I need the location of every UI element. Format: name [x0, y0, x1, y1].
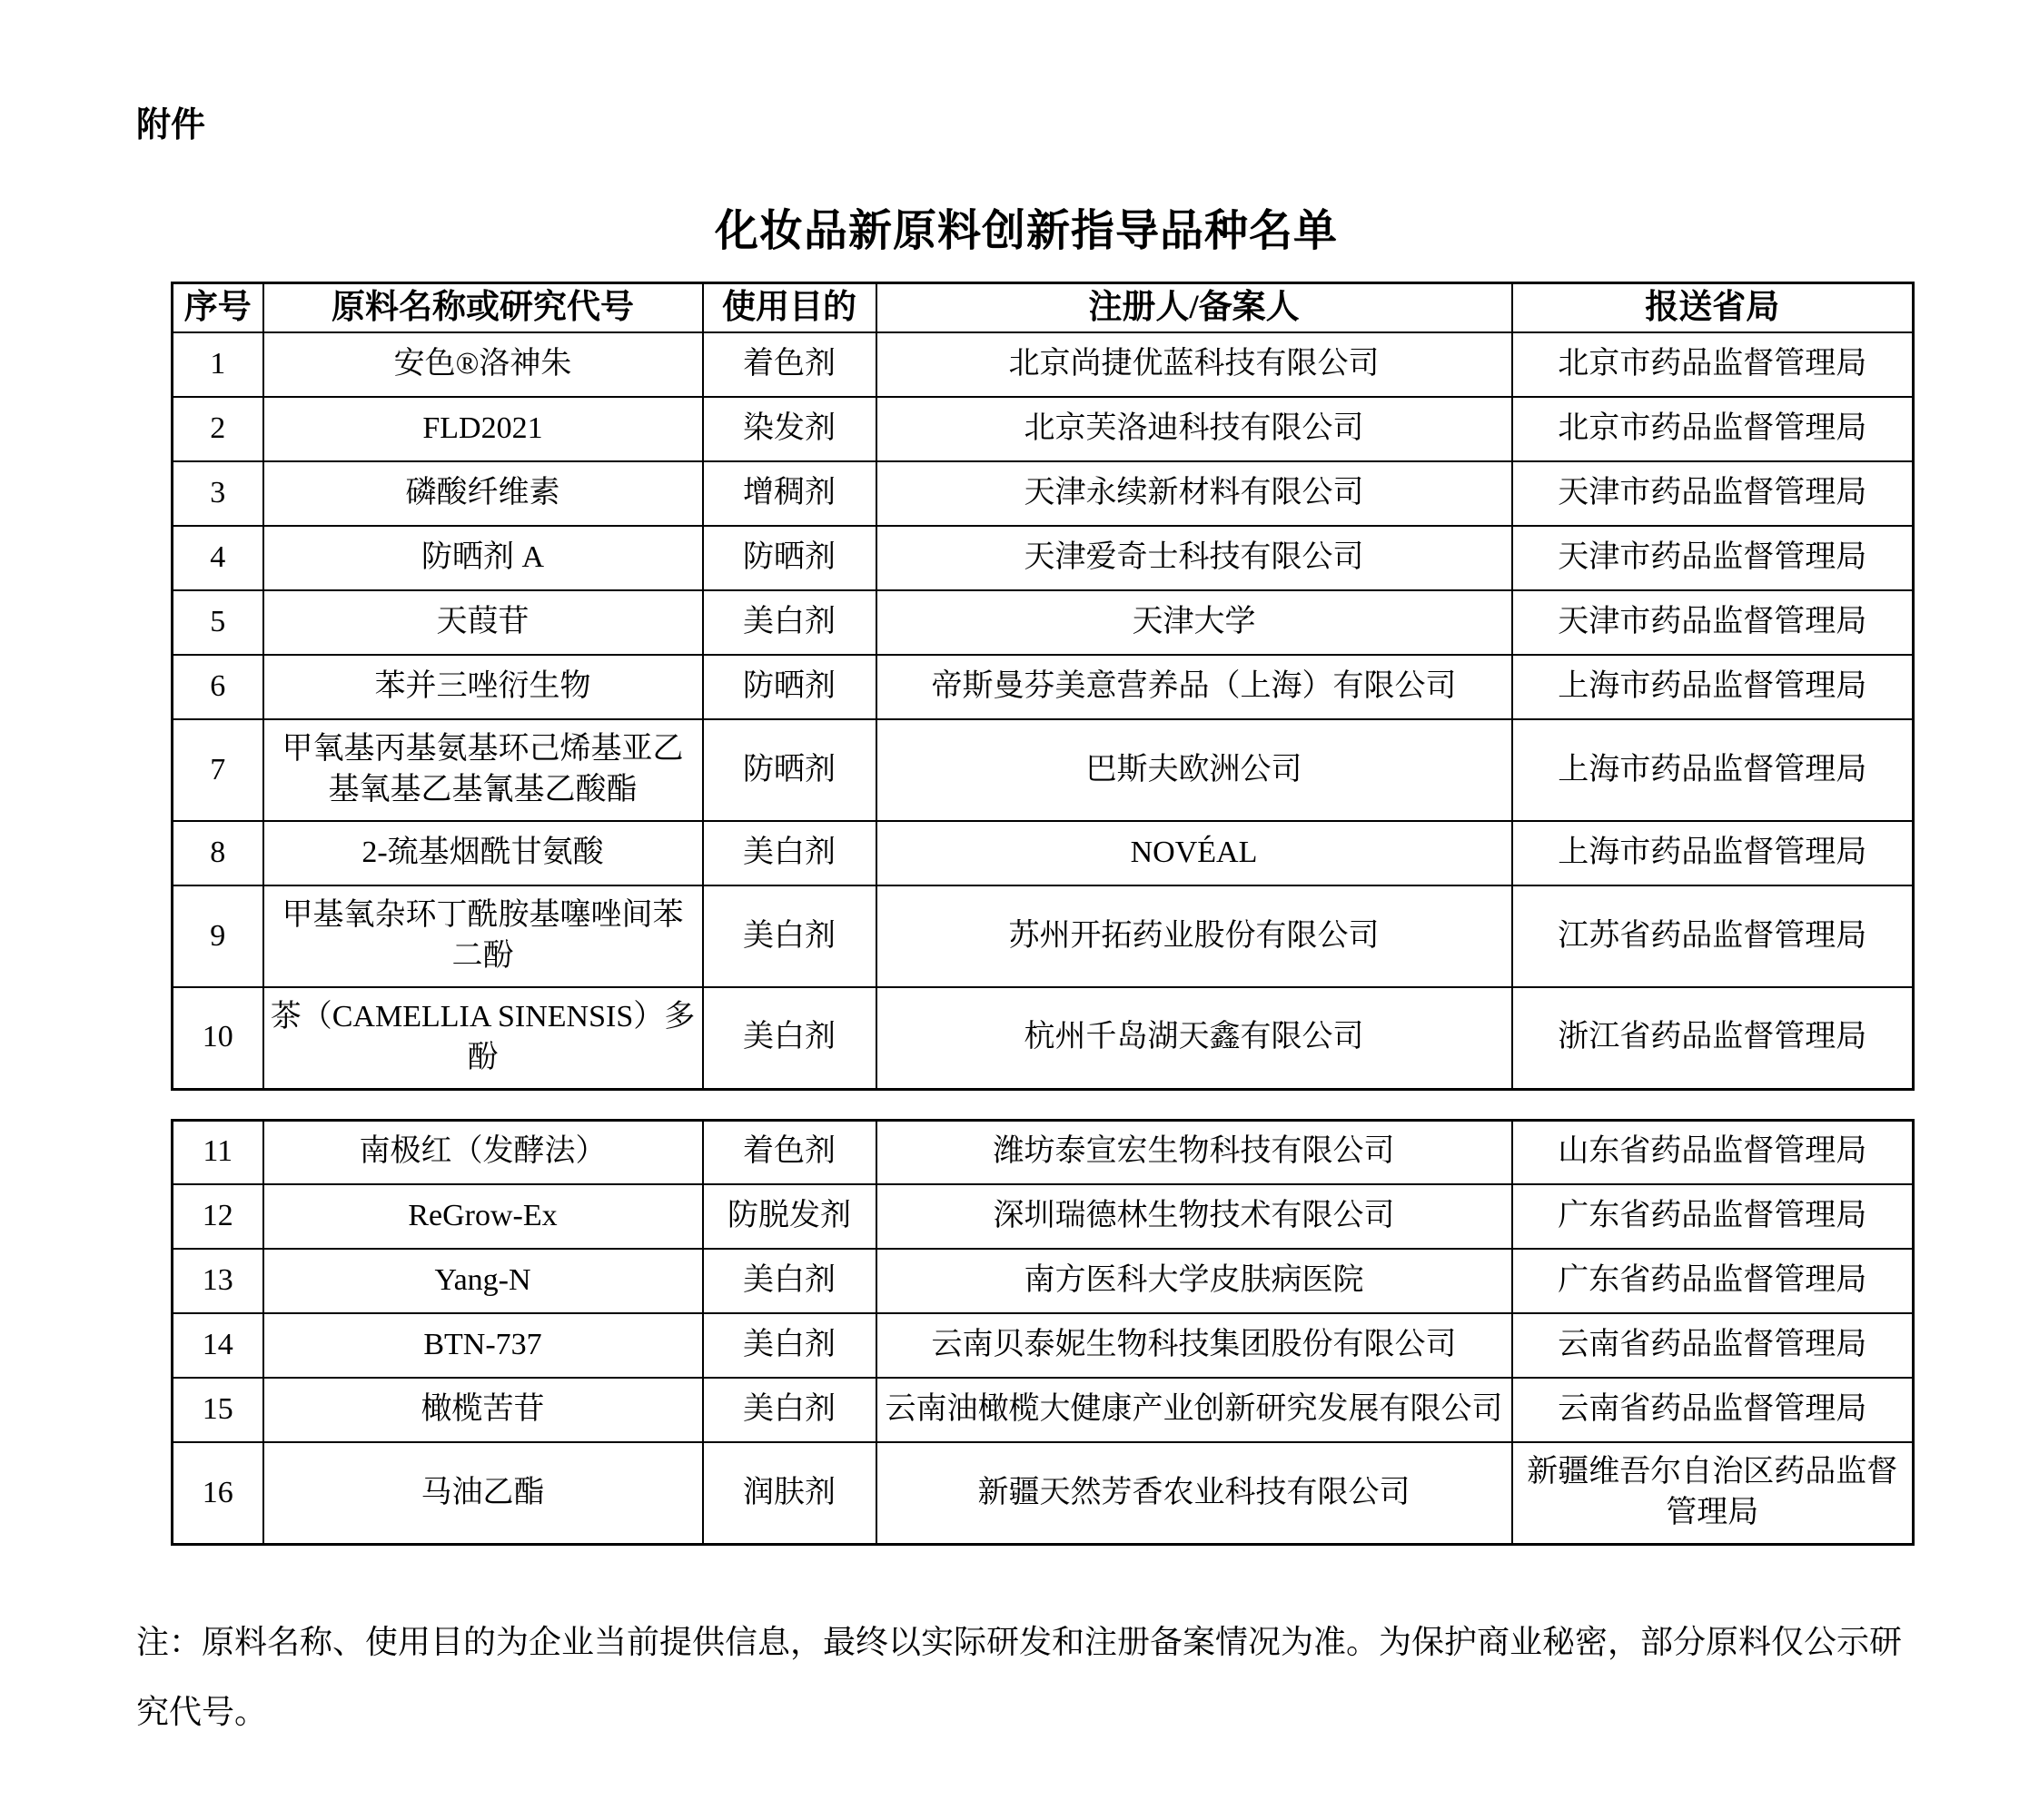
registrant-cell: 巴斯夫欧洲公司 [876, 719, 1512, 821]
header-no: 序号 [173, 282, 263, 332]
registrant-cell: 天津爱奇士科技有限公司 [876, 526, 1512, 590]
row-number-cell: 5 [173, 590, 263, 655]
attachment-label: 附件 [136, 106, 206, 144]
row-number-cell: 12 [173, 1184, 263, 1249]
table-row [173, 1313, 1914, 1378]
purpose-cell: 着色剂 [703, 1120, 876, 1184]
row-number-cell: 8 [173, 821, 263, 885]
table-row [173, 332, 1914, 397]
bureau-cell: 北京市药品监督管理局 [1512, 397, 1914, 461]
table-row [173, 397, 1914, 461]
registrant-cell: 天津大学 [876, 590, 1512, 655]
registrant-cell: NOVÉAL [876, 821, 1512, 885]
registrant-cell: 潍坊泰宣宏生物科技有限公司 [876, 1120, 1512, 1184]
registrant-cell: 云南贝泰妮生物科技集团股份有限公司 [876, 1313, 1512, 1378]
table-row [173, 461, 1914, 526]
ingredient-table-part1 [171, 282, 1915, 1091]
purpose-cell: 防晒剂 [703, 655, 876, 719]
ingredient-name-cell: 苯并三唑衍生物 [263, 655, 703, 719]
purpose-cell: 美白剂 [703, 1313, 876, 1378]
table-row [173, 987, 1914, 1089]
row-number-cell: 15 [173, 1378, 263, 1442]
ingredient-name-cell: FLD2021 [263, 397, 703, 461]
header-bureau: 报送省局 [1512, 282, 1914, 332]
ingredient-name-cell: 2-巯基烟酰甘氨酸 [263, 821, 703, 885]
bureau-cell: 新疆维吾尔自治区药品监督管理局 [1512, 1442, 1914, 1544]
bureau-cell: 天津市药品监督管理局 [1512, 461, 1914, 526]
registrant-cell: 北京芙洛迪科技有限公司 [876, 397, 1512, 461]
bureau-cell: 上海市药品监督管理局 [1512, 719, 1914, 821]
row-number-cell: 6 [173, 655, 263, 719]
bureau-cell: 广东省药品监督管理局 [1512, 1249, 1914, 1313]
table-row [173, 655, 1914, 719]
purpose-cell: 美白剂 [703, 1249, 876, 1313]
ingredient-name-cell: Yang-N [263, 1249, 703, 1313]
ingredient-name-cell: 磷酸纤维素 [263, 461, 703, 526]
purpose-cell: 防晒剂 [703, 526, 876, 590]
table-row [173, 1120, 1914, 1184]
row-number-cell: 9 [173, 885, 263, 987]
registrant-cell: 苏州开拓药业股份有限公司 [876, 885, 1512, 987]
registrant-cell: 天津永续新材料有限公司 [876, 461, 1512, 526]
bureau-cell: 上海市药品监督管理局 [1512, 821, 1914, 885]
ingredient-name-cell: 南极红（发酵法） [263, 1120, 703, 1184]
purpose-cell: 增稠剂 [703, 461, 876, 526]
table-row [173, 1184, 1914, 1249]
purpose-cell: 防脱发剂 [703, 1184, 876, 1249]
registrant-cell: 杭州千岛湖天鑫有限公司 [876, 987, 1512, 1089]
ingredient-table-part2 [171, 1119, 1915, 1546]
bureau-cell: 江苏省药品监督管理局 [1512, 885, 1914, 987]
row-number-cell: 3 [173, 461, 263, 526]
registrant-cell: 新疆天然芳香农业科技有限公司 [876, 1442, 1512, 1544]
ingredient-name-cell: 甲基氧杂环丁酰胺基噻唑间苯二酚 [263, 885, 703, 987]
row-number-cell: 4 [173, 526, 263, 590]
table-header-row [173, 282, 1914, 332]
table-header-row [173, 282, 1914, 332]
registrant-cell: 北京尚捷优蓝科技有限公司 [876, 332, 1512, 397]
bureau-cell: 云南省药品监督管理局 [1512, 1313, 1914, 1378]
bureau-cell: 北京市药品监督管理局 [1512, 332, 1914, 397]
row-number-cell: 10 [173, 987, 263, 1089]
header-registrant: 注册人/备案人 [876, 282, 1512, 332]
purpose-cell: 润肤剂 [703, 1442, 876, 1544]
purpose-cell: 美白剂 [703, 885, 876, 987]
ingredient-name-cell: ReGrow-Ex [263, 1184, 703, 1249]
ingredient-name-cell: 安色®洛神朱 [263, 332, 703, 397]
header-name: 原料名称或研究代号 [263, 282, 703, 332]
ingredient-name-cell: 甲氧基丙基氨基环己烯基亚乙基氧基乙基氰基乙酸酯 [263, 719, 703, 821]
table-row [173, 590, 1914, 655]
ingredient-name-cell: 防晒剂 A [263, 526, 703, 590]
table-row [173, 1249, 1914, 1313]
bureau-cell: 云南省药品监督管理局 [1512, 1378, 1914, 1442]
table-row [173, 821, 1914, 885]
page-title: 化妆品新原料创新指导品种名单 [714, 206, 1338, 255]
registrant-cell: 帝斯曼芬美意营养品（上海）有限公司 [876, 655, 1512, 719]
purpose-cell: 美白剂 [703, 821, 876, 885]
bureau-cell: 广东省药品监督管理局 [1512, 1184, 1914, 1249]
purpose-cell: 美白剂 [703, 590, 876, 655]
purpose-cell: 美白剂 [703, 1378, 876, 1442]
purpose-cell: 防晒剂 [703, 719, 876, 821]
footnote: 注：原料名称、使用目的为企业当前提供信息，最终以实际研发和注册备案情况为准。为保护商业秘密，部分原料仅公示研究代号。 [136, 1623, 1903, 1731]
registrant-cell: 南方医科大学皮肤病医院 [876, 1249, 1512, 1313]
ingredient-name-cell: BTN-737 [263, 1313, 703, 1378]
bureau-cell: 上海市药品监督管理局 [1512, 655, 1914, 719]
row-number-cell: 1 [173, 332, 263, 397]
row-number-cell: 2 [173, 397, 263, 461]
purpose-cell: 美白剂 [703, 987, 876, 1089]
bureau-cell: 天津市药品监督管理局 [1512, 590, 1914, 655]
registrant-cell: 云南油橄榄大健康产业创新研究发展有限公司 [876, 1378, 1512, 1442]
row-number-cell: 11 [173, 1120, 263, 1184]
table-row [173, 885, 1914, 987]
ingredient-name-cell: 茶（CAMELLIA SINENSIS）多酚 [263, 987, 703, 1089]
row-number-cell: 13 [173, 1249, 263, 1313]
row-number-cell: 7 [173, 719, 263, 821]
registrant-cell: 深圳瑞德林生物技术有限公司 [876, 1184, 1512, 1249]
ingredient-name-cell: 马油乙酯 [263, 1442, 703, 1544]
purpose-cell: 着色剂 [703, 332, 876, 397]
ingredient-name-cell: 橄榄苦苷 [263, 1378, 703, 1442]
table-row [173, 526, 1914, 590]
bureau-cell: 浙江省药品监督管理局 [1512, 987, 1914, 1089]
table-row [173, 1442, 1914, 1544]
row-number-cell: 14 [173, 1313, 263, 1378]
ingredient-name-cell: 天葭苷 [263, 590, 703, 655]
header-purpose: 使用目的 [703, 282, 876, 332]
table-row [173, 719, 1914, 821]
table-row [173, 1378, 1914, 1442]
row-number-cell: 16 [173, 1442, 263, 1544]
bureau-cell: 山东省药品监督管理局 [1512, 1120, 1914, 1184]
purpose-cell: 染发剂 [703, 397, 876, 461]
bureau-cell: 天津市药品监督管理局 [1512, 526, 1914, 590]
